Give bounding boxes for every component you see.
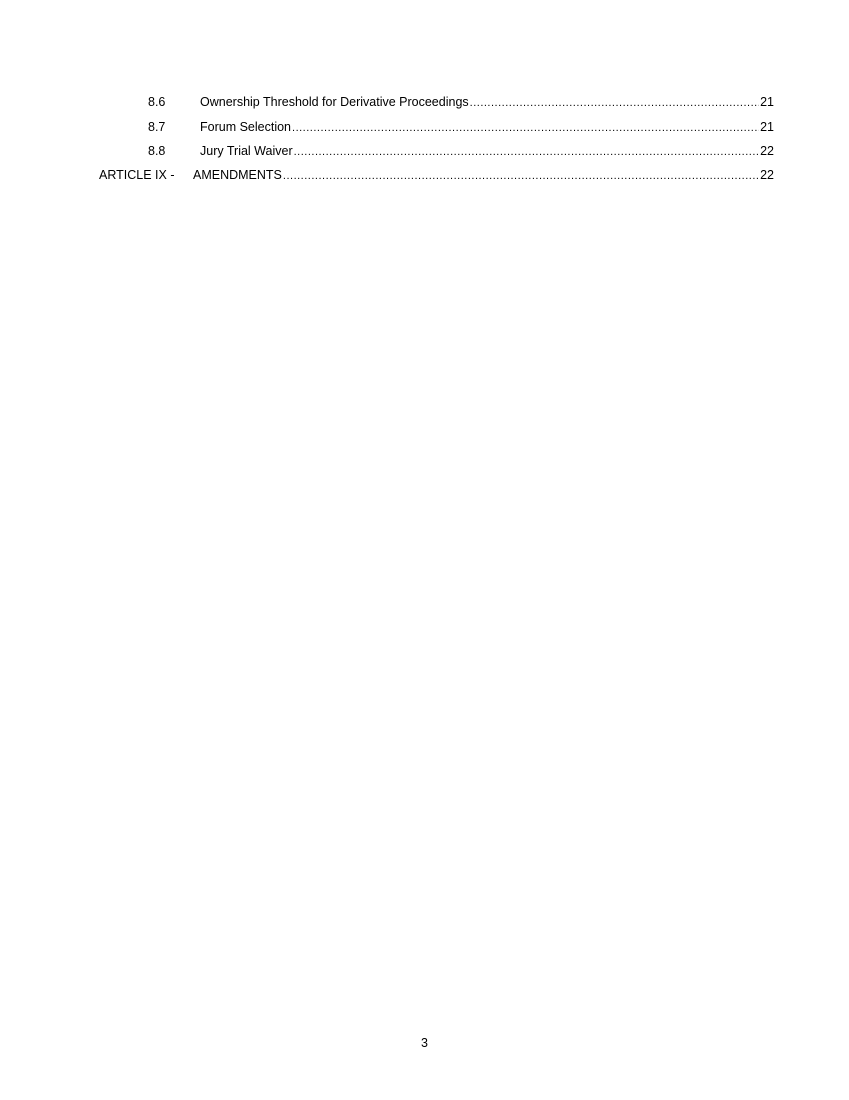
toc-entry-page: 21 <box>760 120 774 134</box>
toc-entry-number: 8.8 <box>148 144 166 158</box>
toc-entry-number: 8.6 <box>148 95 166 109</box>
toc-dot-leader <box>292 120 759 135</box>
toc-entry-page: 22 <box>760 168 774 182</box>
toc-entry-title: Jury Trial Waiver <box>200 144 293 158</box>
toc-dot-leader <box>470 95 759 110</box>
toc-entry-article-ix[interactable] <box>99 167 774 183</box>
toc-entry-8-7[interactable] <box>148 119 774 135</box>
toc-entry-page: 21 <box>760 95 774 109</box>
toc-entry-title: Ownership Threshold for Derivative Proceedings <box>200 95 469 109</box>
page-number: 3 <box>421 1036 428 1050</box>
toc-dot-leader <box>283 168 759 183</box>
toc-entry-page: 22 <box>760 144 774 158</box>
toc-entry-number: ARTICLE IX - <box>99 168 175 182</box>
toc-entry-8-6[interactable] <box>148 94 774 110</box>
toc-entry-number: 8.7 <box>148 120 166 134</box>
toc-dot-leader <box>294 144 759 159</box>
toc-entry-8-8[interactable] <box>148 143 774 159</box>
toc-entry-title: AMENDMENTS <box>193 168 282 182</box>
toc-entry-title: Forum Selection <box>200 120 292 134</box>
